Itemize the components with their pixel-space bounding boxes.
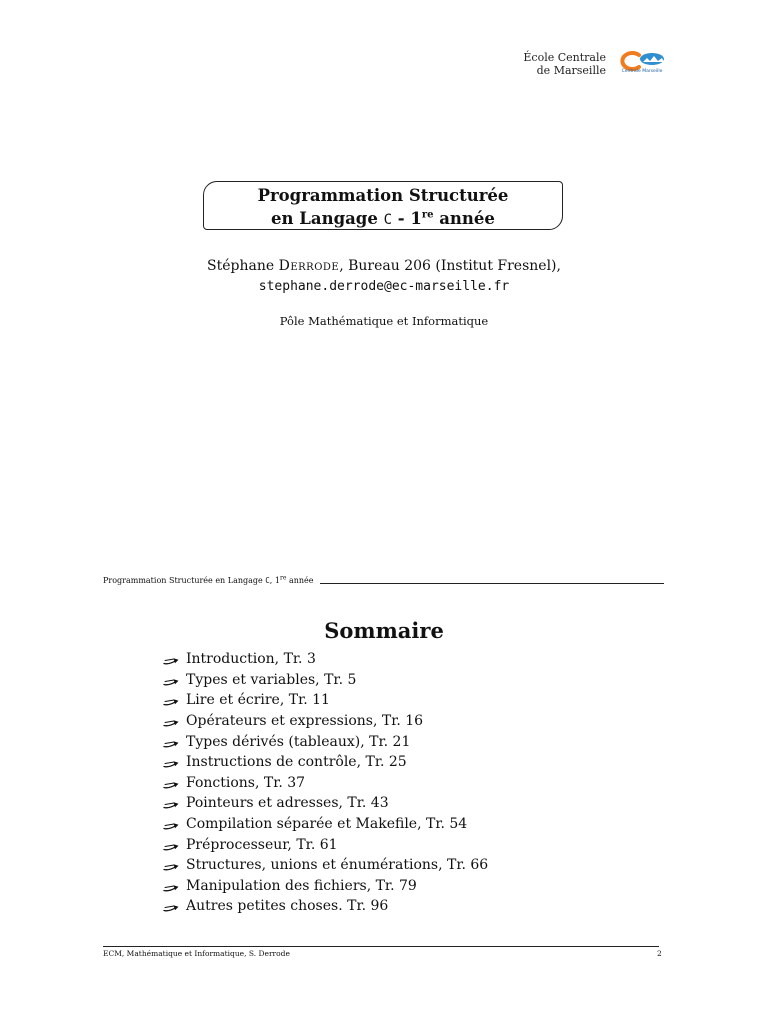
pointing-arrow-icon: [163, 757, 182, 767]
toc-item[interactable]: [163, 670, 488, 691]
department: Pôle Mathématique et Informatique: [279, 314, 489, 328]
toc-item-label: Types dérivés (tableaux), Tr. 21: [186, 733, 411, 750]
logo-text: Centrale Marseille: [621, 69, 663, 74]
pointing-arrow-icon: [163, 716, 182, 726]
toc-item[interactable]: [163, 690, 488, 711]
pointing-arrow-icon: [163, 860, 182, 870]
toc-item-label: Types et variables, Tr. 5: [186, 671, 357, 688]
running-head-sep: , 1: [269, 576, 280, 585]
running-head-language: C: [265, 576, 270, 585]
pointing-arrow-icon: [163, 901, 182, 911]
school-name-line1: École Centrale: [523, 51, 606, 64]
title-line2-suffix: année: [433, 209, 495, 228]
title-line2-prefix: en Langage: [271, 209, 384, 228]
toc-item-label: Manipulation des fichiers, Tr. 79: [186, 877, 417, 894]
toc-item-label: Opérateurs et expressions, Tr. 16: [186, 713, 424, 730]
pointing-arrow-icon: [163, 819, 182, 829]
title-line2-sep: - 1: [392, 209, 422, 228]
title-box: [203, 181, 563, 230]
pointing-arrow-icon: [163, 798, 182, 808]
toc-item-label: Instructions de contrôle, Tr. 25: [186, 754, 407, 771]
table-of-contents: [163, 649, 488, 917]
pointing-arrow-icon: [163, 778, 182, 788]
toc-item-label: Fonctions, Tr. 37: [186, 774, 306, 791]
author-email[interactable]: stephane.derrode@ec-marseille.fr: [258, 279, 510, 294]
toc-item[interactable]: [163, 876, 488, 897]
toc-item[interactable]: [163, 855, 488, 876]
toc-item-label: Structures, unions et énumérations, Tr. 66: [186, 857, 489, 874]
toc-item[interactable]: [163, 649, 488, 670]
pointing-arrow-icon: [163, 675, 182, 685]
toc-item[interactable]: [163, 752, 488, 773]
author-line: [0, 256, 768, 276]
toc-item-label: Lire et écrire, Tr. 11: [186, 692, 330, 709]
author-last-name: Derrode: [278, 258, 340, 274]
toc-item[interactable]: [163, 834, 488, 855]
title-line1: Programmation Structurée: [257, 186, 509, 205]
running-head-sup: re: [279, 574, 287, 582]
footer-rule: [103, 946, 659, 947]
toc-item-label: Autres petites choses. Tr. 96: [186, 898, 389, 915]
toc-item-label: Préprocesseur, Tr. 61: [186, 836, 338, 853]
pointing-arrow-icon: [163, 695, 182, 705]
pointing-arrow-icon: [163, 737, 182, 747]
pointing-arrow-icon: [163, 654, 182, 664]
toc-item[interactable]: [163, 773, 488, 794]
school-name-line2: de Marseille: [536, 64, 606, 77]
running-head: [103, 575, 314, 587]
author-first-name: Stéphane: [207, 258, 279, 274]
title-line2-sup: re: [421, 209, 434, 221]
toc-item[interactable]: [163, 731, 488, 752]
title-line2: [204, 207, 562, 232]
running-head-suffix: année: [286, 576, 314, 585]
ecm-logo-icon: [617, 50, 667, 74]
header-rule: [320, 583, 664, 584]
pointing-arrow-icon: [163, 881, 182, 891]
toc-item[interactable]: [163, 711, 488, 732]
pointing-arrow-icon: [163, 840, 182, 850]
section-heading: Sommaire: [324, 618, 444, 643]
footer-text: ECM, Mathématique et Informatique, S. Derrode: [103, 949, 290, 958]
toc-item-label: Compilation séparée et Makefile, Tr. 54: [186, 816, 468, 833]
toc-item[interactable]: [163, 814, 488, 835]
page-number: 2: [657, 949, 662, 958]
running-head-prefix: Programmation Structurée en Langage: [103, 576, 266, 585]
toc-item-label: Introduction, Tr. 3: [186, 651, 316, 668]
school-name: [523, 51, 606, 77]
title-language: C: [383, 212, 393, 228]
toc-item-label: Pointeurs et adresses, Tr. 43: [186, 795, 389, 812]
toc-item[interactable]: [163, 793, 488, 814]
author-office: , Bureau 206 (Institut Fresnel),: [339, 258, 561, 274]
toc-item[interactable]: [163, 896, 488, 917]
